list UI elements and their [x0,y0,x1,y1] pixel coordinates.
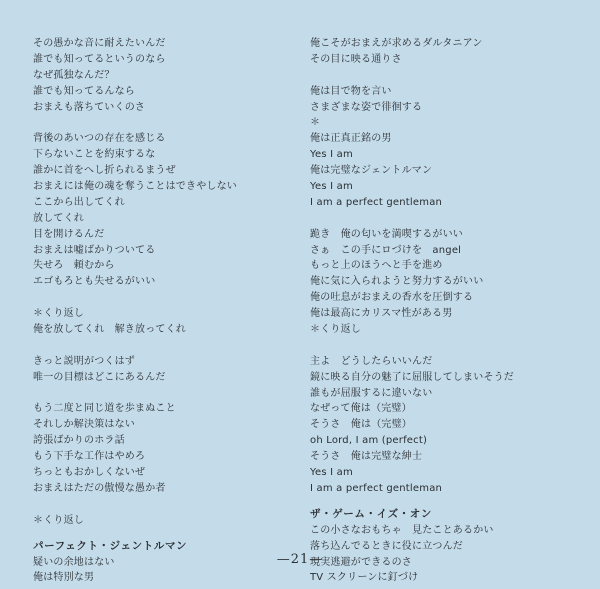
lyric-line: 目を開けるんだ [33,228,105,240]
lyric-line: 下らないことを約束するな [33,149,156,161]
left-verse-6 [33,513,283,529]
stanza-gap [310,211,570,227]
lyric-line: この小さなおもちゃ 見たことあるかい [310,524,494,536]
lyric-line: 誰でも知ってるというのなら [33,53,166,65]
right-verse-1 [310,36,570,68]
stanza-gap [33,338,283,354]
lyric-line: 鏡に映る自分の魅了に屈服してしまいそうだ [310,371,514,383]
left-verse-5 [33,401,283,496]
left-verse-4 [33,354,283,386]
page-number: —21— [276,552,324,567]
lyric-line: 放してくれ [33,212,84,224]
lyric-line: I am a perfect gentleman [310,196,443,208]
lyric-line: さぁ この手にロづけを angel [310,244,462,256]
lyric-line: ＊ [310,117,321,129]
lyric-line: 俺は特別な男 [33,572,95,584]
lyric-line: その愚かな音に耐えたいんだ [33,38,166,49]
stanza-gap [33,115,283,131]
lyric-line: 俺の吐息がおまえの香水を圧倒する [310,292,474,304]
right-verse-2 [310,84,570,211]
lyric-line: なぜ孤独なんだ？ [33,69,115,81]
lyric-line: 俺は完璧なジェントルマン [310,165,433,177]
lyric-line: エゴもろとも失せるがいい [33,276,156,288]
lyric-line: おまえはただの傲慢な愚か者 [33,482,166,494]
lyric-line: 疑いの余地はない [33,556,115,568]
lyric-line: Yes I am [310,181,353,193]
lyric-line: ＊くり返し [33,514,84,526]
stanza-gap [33,497,283,513]
lyric-line: 俺は目で物を言い [310,85,392,97]
left-verse-3 [33,306,283,338]
lyric-line: oh Lord, I am (perfect) [310,435,428,447]
lyric-line: そうさ 俺は（完璧） [310,419,412,431]
stanza-gap [310,338,570,354]
lyric-line: 俺は最高にカリスマ性がある男 [310,308,453,320]
lyric-line: 俺こそがおまえが求めるダルタニアン [310,38,483,49]
song-title: ザ・ゲーム・イズ・オン [310,507,432,520]
lyric-line: そうさ 俺は完璧な紳士 [310,451,423,463]
lyric-line: 跪き 俺の匂いを満喫するがいい [310,228,463,240]
lyric-line: その目に映る通りさ [310,53,402,65]
lyric-line: 背後のあいつの存在を感じる [33,133,166,145]
left-verse-2 [33,131,283,290]
lyric-line: おまえは嘘ばかりついてる [33,244,156,256]
lyric-line: おまえには俺の魂を奪うことはできやしない [33,181,237,193]
left-column [33,36,283,586]
lyric-line: さまざまな姿で徘徊する [310,101,423,113]
lyric-line: ちっともおかしくないぜ [33,467,146,479]
right-column [310,36,570,586]
lyric-line: 現実逃避ができるのさ [310,556,412,568]
lyric-line: おまえも落ちていくのさ [33,101,146,113]
right-verse-4 [310,354,570,497]
stanza-gap [33,290,283,306]
lyric-line: なぜって俺は（完璧） [310,403,412,415]
lyric-line: 落ち込んでるときに役に立つんだ [310,540,463,552]
lyric-line: もう二度と同じ道を歩まぬこと [33,403,176,415]
lyric-line: 誰もが屈服するに違いない [310,387,433,399]
lyric-line: 主よ どうしたらいいんだ [310,355,433,367]
lyric-line: Yes I am [310,467,353,479]
lyric-line: もっと上のほうへと手を進め [310,260,443,272]
lyric-line: I am a perfect gentleman [310,482,443,494]
lyric-line: 唯一の目標はどこにあるんだ [33,371,166,383]
stanza-gap [310,68,570,84]
lyric-line: ＊くり返し [33,308,84,320]
lyric-line: 俺を放してくれ 解き放ってくれ [33,324,186,336]
stanza-gap [33,386,283,402]
left-verse-1 [33,36,283,115]
lyric-line: 誰かに首をへし折られるまうぜ [33,165,176,177]
lyric-line: 俺に気に入られようと努力するがいい [310,276,484,288]
lyric-line: 誰でも知ってるんなら [33,85,135,97]
lyric-line: ＊くり返し [310,324,361,336]
stanza-gap [33,529,283,539]
lyric-line: 失せろ 頼むから [33,260,115,272]
lyric-line: ここから出してくれ [33,196,125,208]
lyric-line: それしか解決策はない [33,419,135,431]
lyric-line: 誇張ばかりのホラ話 [33,435,125,447]
lyric-line: もう下手な工作はやめろ [33,451,146,463]
lyric-line: TV スクリーンに釘づけ [310,572,419,584]
song-title: パーフェクト・ジェントルマン [33,539,188,552]
lyric-line: Yes I am [310,149,353,161]
lyric-line: きっと説明がつくはず [33,355,135,367]
stanza-gap [310,497,570,507]
lyric-line: 俺は正真正銘の男 [310,133,392,145]
right-verse-3 [310,227,570,338]
